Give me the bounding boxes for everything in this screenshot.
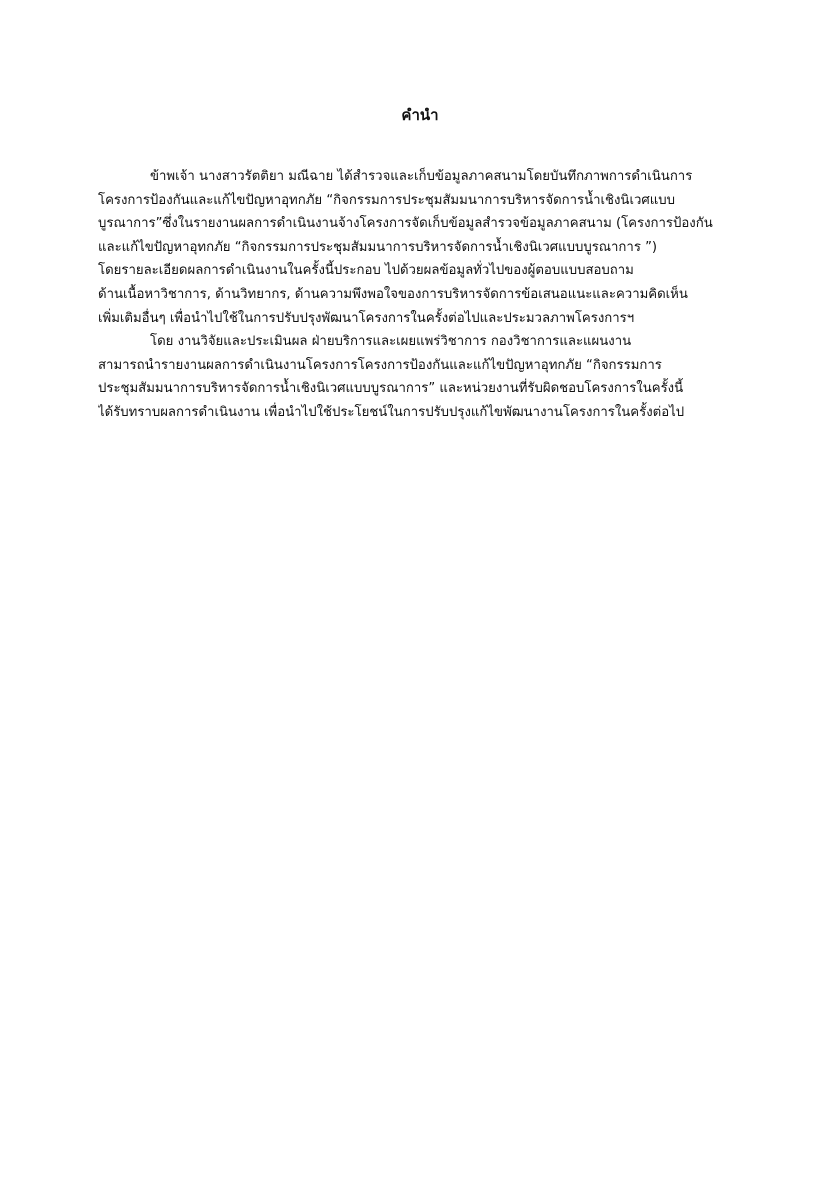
paragraph-1-line-3: บูรณาการ”ซึ่งในรายงานผลการดำเนินงานจ้างโครงการจัดเก็บข้อมูลสำรวจข้อมูลภาคสนาม (โครงการป้องกัน bbox=[98, 216, 713, 232]
page-title: คำนำ bbox=[401, 106, 439, 124]
body-text bbox=[98, 165, 744, 425]
paragraph-1-line-5: โดยรายละเอียดผลการดำเนินงานในครั้งนี้ประกอบ ไปด้วยผลข้อมูลทั่วไปของผู้ตอบแบบสอบถาม bbox=[98, 263, 634, 279]
paragraph-1-line-6: ด้านเนื้อหาวิชาการ, ด้านวิทยากร, ด้านความพึงพอใจของการบริหารจัดการข้อเสนอแนะและความคิดเห็น bbox=[98, 286, 688, 302]
paragraph-2-line-1: โดย งานวิจัยและประเมินผล ฝ่ายบริการและเผยแพร่วิชาการ กองวิชาการและแผนงาน bbox=[150, 334, 632, 350]
paragraph-2-line-3: ประชุมสัมมนาการบริหารจัดการน้ำเชิงนิเวศแบบบูรณาการ” และหน่วยงานที่รับผิดชอบโครงการในครั้งนี้ bbox=[98, 381, 684, 397]
paragraph-2-line-4: ได้รับทราบผลการดำเนินงาน เพื่อนำไปใช้ประโยชน์ในการปรับปรุงแก้ไขพัฒนางานโครงการในครั้งต่อไป bbox=[98, 404, 685, 420]
paragraph-1-line-4: และแก้ไขปัญหาอุทกภัย “กิจกรรมการประชุมสัมมนาการบริหารจัดการน้ำเชิงนิเวศแบบบูรณาการ ”) bbox=[98, 239, 658, 255]
paragraph-1-line-1: ข้าพเจ้า นางสาวรัตติยา มณีฉาย ได้สำรวจและเก็บข้อมูลภาคสนามโดยบันทึกภาพการดำเนินการ bbox=[150, 169, 693, 184]
paragraph-1-line-7: เพิ่มเติมอื่นๆ เพื่อนำไปใช้ในการปรับปรุงพัฒนาโครงการในครั้งต่อไปและประมวลภาพโครงการฯ bbox=[98, 310, 635, 326]
paragraph-1-line-2: โครงการป้องกันและแก้ไขปัญหาอุทกภัย “กิจกรรมการประชุมสัมมนาการบริหารจัดการน้ำเชิงนิเวศแบบ bbox=[98, 192, 675, 208]
paragraph-2-line-2: สามารถนำรายงานผลการดำเนินงานโครงการโครงการป้องกันและแก้ไขปัญหาอุทกภัย “กิจกรรมการ bbox=[98, 357, 662, 373]
